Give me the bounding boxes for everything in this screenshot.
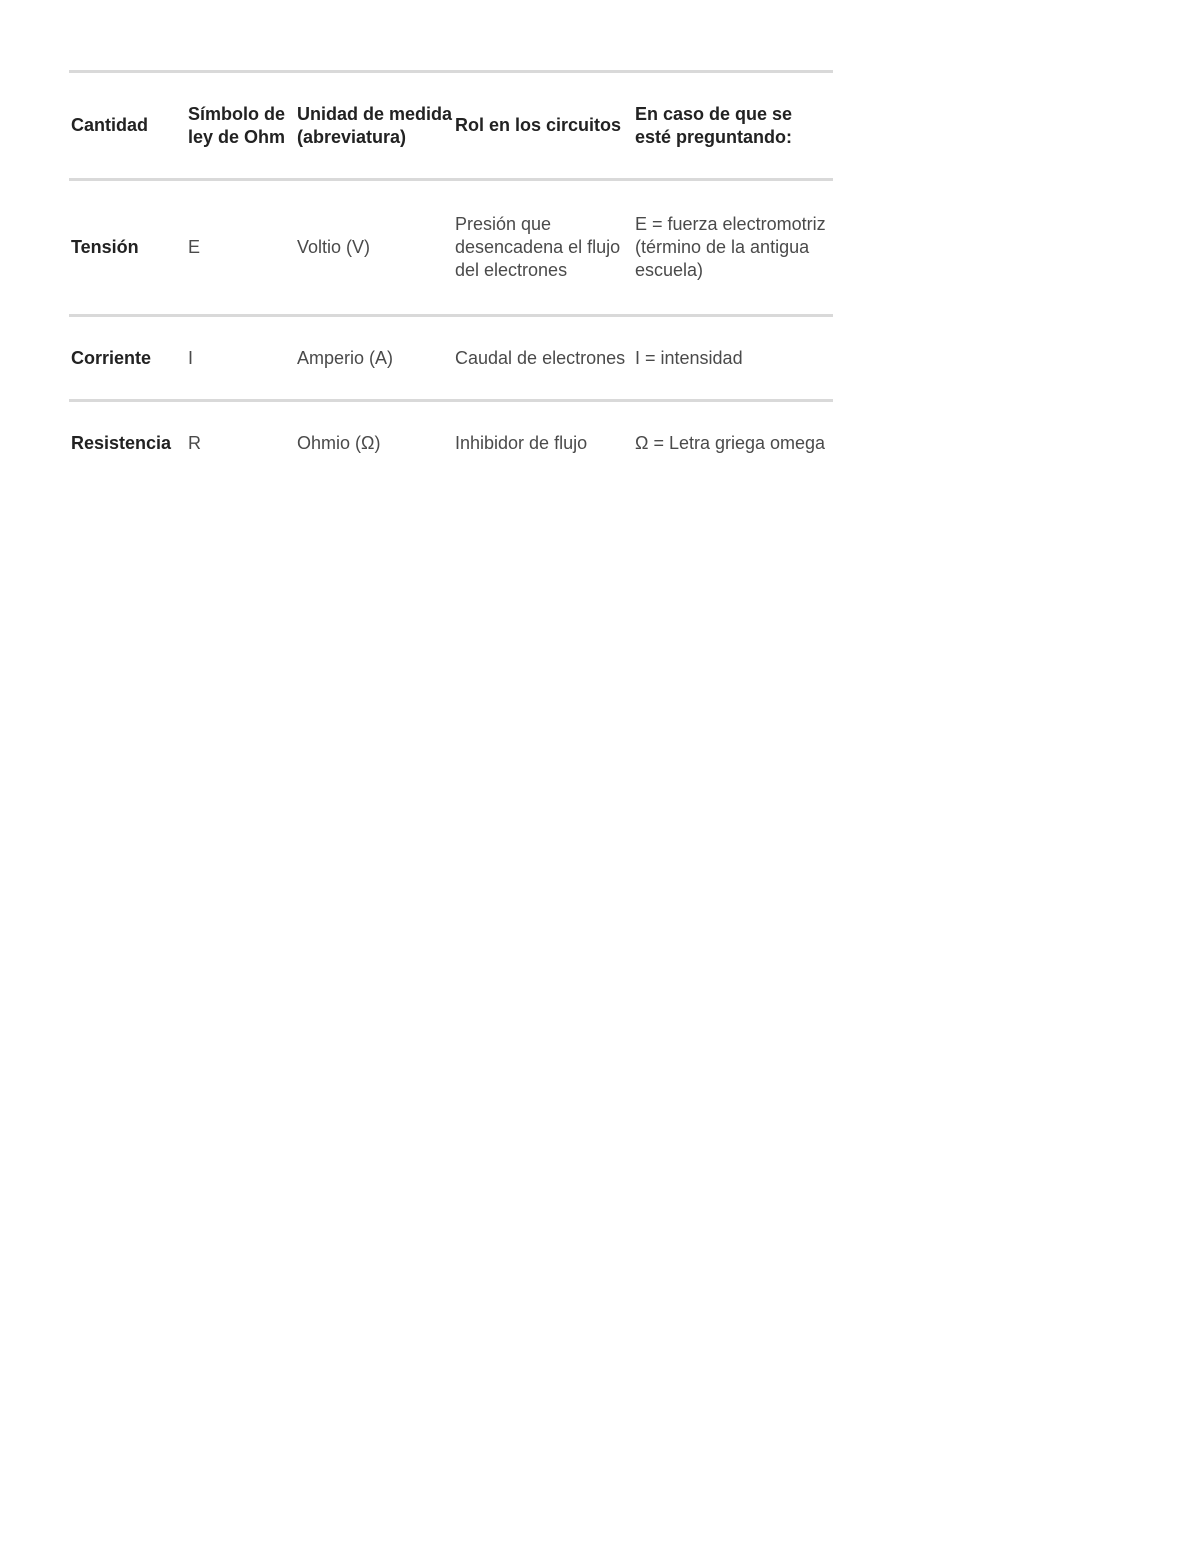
cell-unit: Ohmio (Ω) bbox=[295, 401, 453, 485]
ohm-law-table bbox=[69, 70, 833, 484]
header-role: Rol en los circuitos bbox=[453, 72, 633, 180]
cell-note: I = intensidad bbox=[633, 316, 833, 401]
cell-symbol: R bbox=[186, 401, 295, 485]
table-row bbox=[69, 316, 833, 401]
cell-unit: Voltio (V) bbox=[295, 180, 453, 316]
cell-role: Caudal de electrones bbox=[453, 316, 633, 401]
cell-symbol: E bbox=[186, 180, 295, 316]
cell-symbol: I bbox=[186, 316, 295, 401]
table-header-row bbox=[69, 72, 833, 180]
table-row bbox=[69, 180, 833, 316]
table-row bbox=[69, 401, 833, 485]
cell-unit: Amperio (A) bbox=[295, 316, 453, 401]
ohm-law-table-container bbox=[69, 70, 833, 484]
cell-role: Inhibidor de flujo bbox=[453, 401, 633, 485]
cell-quantity: Corriente bbox=[69, 316, 186, 401]
header-quantity: Cantidad bbox=[69, 72, 186, 180]
cell-role: Presión que desencadena el flujo del electrones bbox=[453, 180, 633, 316]
cell-quantity: Resistencia bbox=[69, 401, 186, 485]
header-unit: Unidad de medida (abreviatura) bbox=[295, 72, 453, 180]
header-symbol: Símbolo de ley de Ohm bbox=[186, 72, 295, 180]
header-note: En caso de que se esté preguntando: bbox=[633, 72, 833, 180]
cell-note: Ω = Letra griega omega bbox=[633, 401, 833, 485]
cell-note: E = fuerza electromotriz (término de la antigua escuela) bbox=[633, 180, 833, 316]
cell-quantity: Tensión bbox=[69, 180, 186, 316]
